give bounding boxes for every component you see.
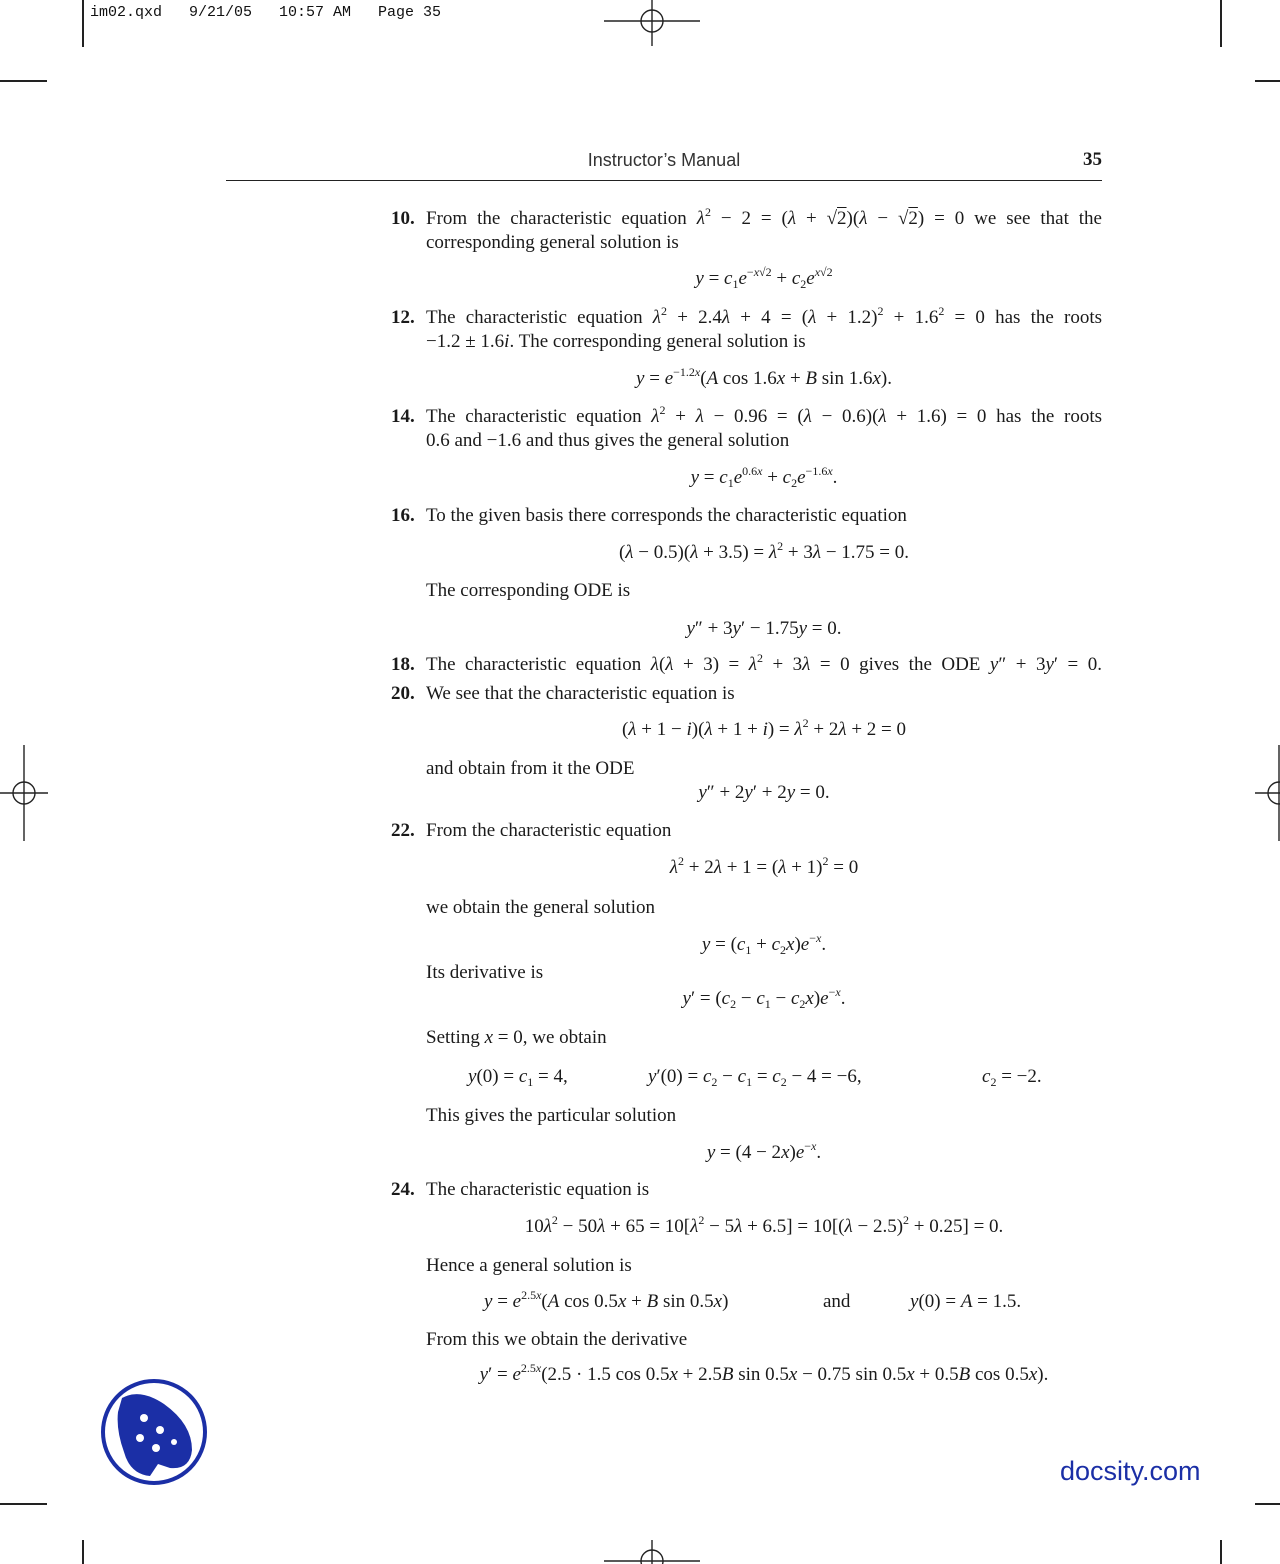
equation: $y = c_1e^{0.6x} + c_2e^{-1.6x}$. — [690, 464, 838, 490]
problem-number: 20. — [391, 683, 415, 704]
running-header — [226, 148, 1102, 181]
registration-mark-icon — [604, 0, 700, 46]
registration-mark-icon — [1255, 745, 1280, 841]
crop-mark — [1220, 1540, 1222, 1564]
crop-mark — [1255, 80, 1280, 82]
problem-text: From the characteristic equation — [426, 820, 672, 841]
page-number: 35 — [1083, 149, 1102, 170]
crop-mark — [1255, 1503, 1280, 1505]
problem-number: 16. — [391, 505, 415, 526]
problem-number: 14. — [391, 406, 415, 427]
problem-text: Setting x = 0, we obtain — [426, 1027, 607, 1048]
problem-number: 24. — [391, 1179, 415, 1200]
equation: $y' = (c_2 - c_1 - c_2x)e^{-x}$. — [682, 985, 846, 1011]
equation: $(\lambda - 0.5)(\lambda + 3.5) = \lambda^2 + 3\lambda - 1.75 = 0$. — [618, 539, 910, 563]
problem-text: corresponding general solution is — [426, 232, 679, 253]
crop-mark — [0, 1503, 47, 1505]
problem-text: The characteristic equation $\lambda(\lambda + 3) = \lambda^2 + 3\lambda = 0$ gives the ODE y″ + 3y′ = 0. — [426, 651, 1102, 675]
brand-link[interactable]: docsity.com — [1060, 1456, 1201, 1486]
crop-mark — [0, 80, 47, 82]
problem-number: 18. — [391, 654, 415, 675]
registration-mark-icon — [604, 1540, 700, 1564]
equation: $(\lambda + 1 - i)(\lambda + 1 + i) = \lambda^2 + 2\lambda + 2 = 0$ — [621, 716, 907, 740]
problem-text: We see that the characteristic equation is — [426, 683, 735, 704]
problem-number: 22. — [391, 820, 415, 841]
equation: $y(0) = c_1 = 4$, — [468, 1066, 568, 1089]
problem-text: The corresponding ODE is — [426, 580, 631, 601]
problem-text: and obtain from it the ODE — [426, 758, 635, 779]
problem-text: Hence a general solution is — [426, 1255, 632, 1276]
problem-number: 10. — [391, 208, 415, 229]
equation-connector: and — [823, 1291, 851, 1312]
problem-text: From this we obtain the derivative — [426, 1329, 688, 1350]
equation: y″ + 2y′ + 2y = 0. — [698, 782, 830, 803]
equation: $y' = e^{2.5x}(2.5 \cdot 1.5$ cos 0.5x + 2.5B sin 0.5x − 0.75 sin 0.5x + 0.5B cos 0.5x). — [479, 1361, 1049, 1385]
equation: $\lambda^2 + 2\lambda + 1 = (\lambda + 1)^2 = 0$ — [669, 854, 859, 878]
equation: y″ + 3y′ − 1.75y = 0. — [686, 618, 842, 639]
problem-text: This gives the particular solution — [426, 1105, 677, 1126]
equation: $y = c_1e^{-x√2} + c_2e^{x√2}$ — [695, 265, 833, 291]
equation: $10\lambda^2 - 50\lambda + 65 = 10[\lambda^2 - 5\lambda + 6.5] = 10[(\lambda - 2.5)^2 + 0.25] = 0$. — [524, 1213, 1004, 1237]
problem-number: 12. — [391, 307, 415, 328]
problem-text: we obtain the general solution — [426, 897, 655, 918]
problem-text: From the characteristic equation $\lambda^2 - 2 = (\lambda + √2)(\lambda - √2) = 0$ we see that the — [426, 205, 1102, 229]
problem-text: The characteristic equation is — [426, 1179, 650, 1200]
equation: $y'(0) = c_2 - c_1 = c_2 - 4 = -6$, — [648, 1066, 862, 1089]
problem-text: Its derivative is — [426, 962, 544, 983]
problem-text: −1.2 ± 1.6i. The corresponding general solution is — [426, 331, 806, 352]
equation: $y = (4 - 2x)e^{-x}$. — [706, 1139, 822, 1163]
problem-text: To the given basis there corresponds the characteristic equation — [426, 505, 907, 526]
crop-mark — [1220, 0, 1222, 47]
problem-text: The characteristic equation $\lambda^2 + \lambda - 0.96 = (\lambda - 0.6)(\lambda + 1.6) = 0$ has the roots — [426, 403, 1103, 427]
problem-text: The characteristic equation $\lambda^2 + 2.4\lambda + 4 = (\lambda + 1.2)^2 + 1.6^2 = 0$ has the roots — [426, 304, 1103, 328]
docsity-logo-icon — [100, 1378, 208, 1486]
printer-slug: im02.qxd 9/21/05 10:57 AM Page 35 — [90, 4, 442, 21]
header-title: Instructor’s Manual — [587, 150, 741, 170]
equation: $y = e^{2.5x}(A$ cos 0.5x + B sin 0.5x) — [484, 1288, 729, 1312]
equation: $y = e^{-1.2x}(A$ cos 1.6x + B sin 1.6x). — [636, 365, 892, 389]
registration-mark-icon — [0, 745, 48, 841]
crop-mark — [82, 0, 84, 47]
equation: y(0) = A = 1.5. — [910, 1291, 1022, 1312]
equation: $y = (c_1 + c_2x)e^{-x}$. — [701, 931, 827, 957]
problem-text: 0.6 and −1.6 and thus gives the general solution — [426, 430, 790, 451]
equation: $c_2 = -2$. — [982, 1066, 1042, 1089]
crop-mark — [82, 1540, 84, 1564]
